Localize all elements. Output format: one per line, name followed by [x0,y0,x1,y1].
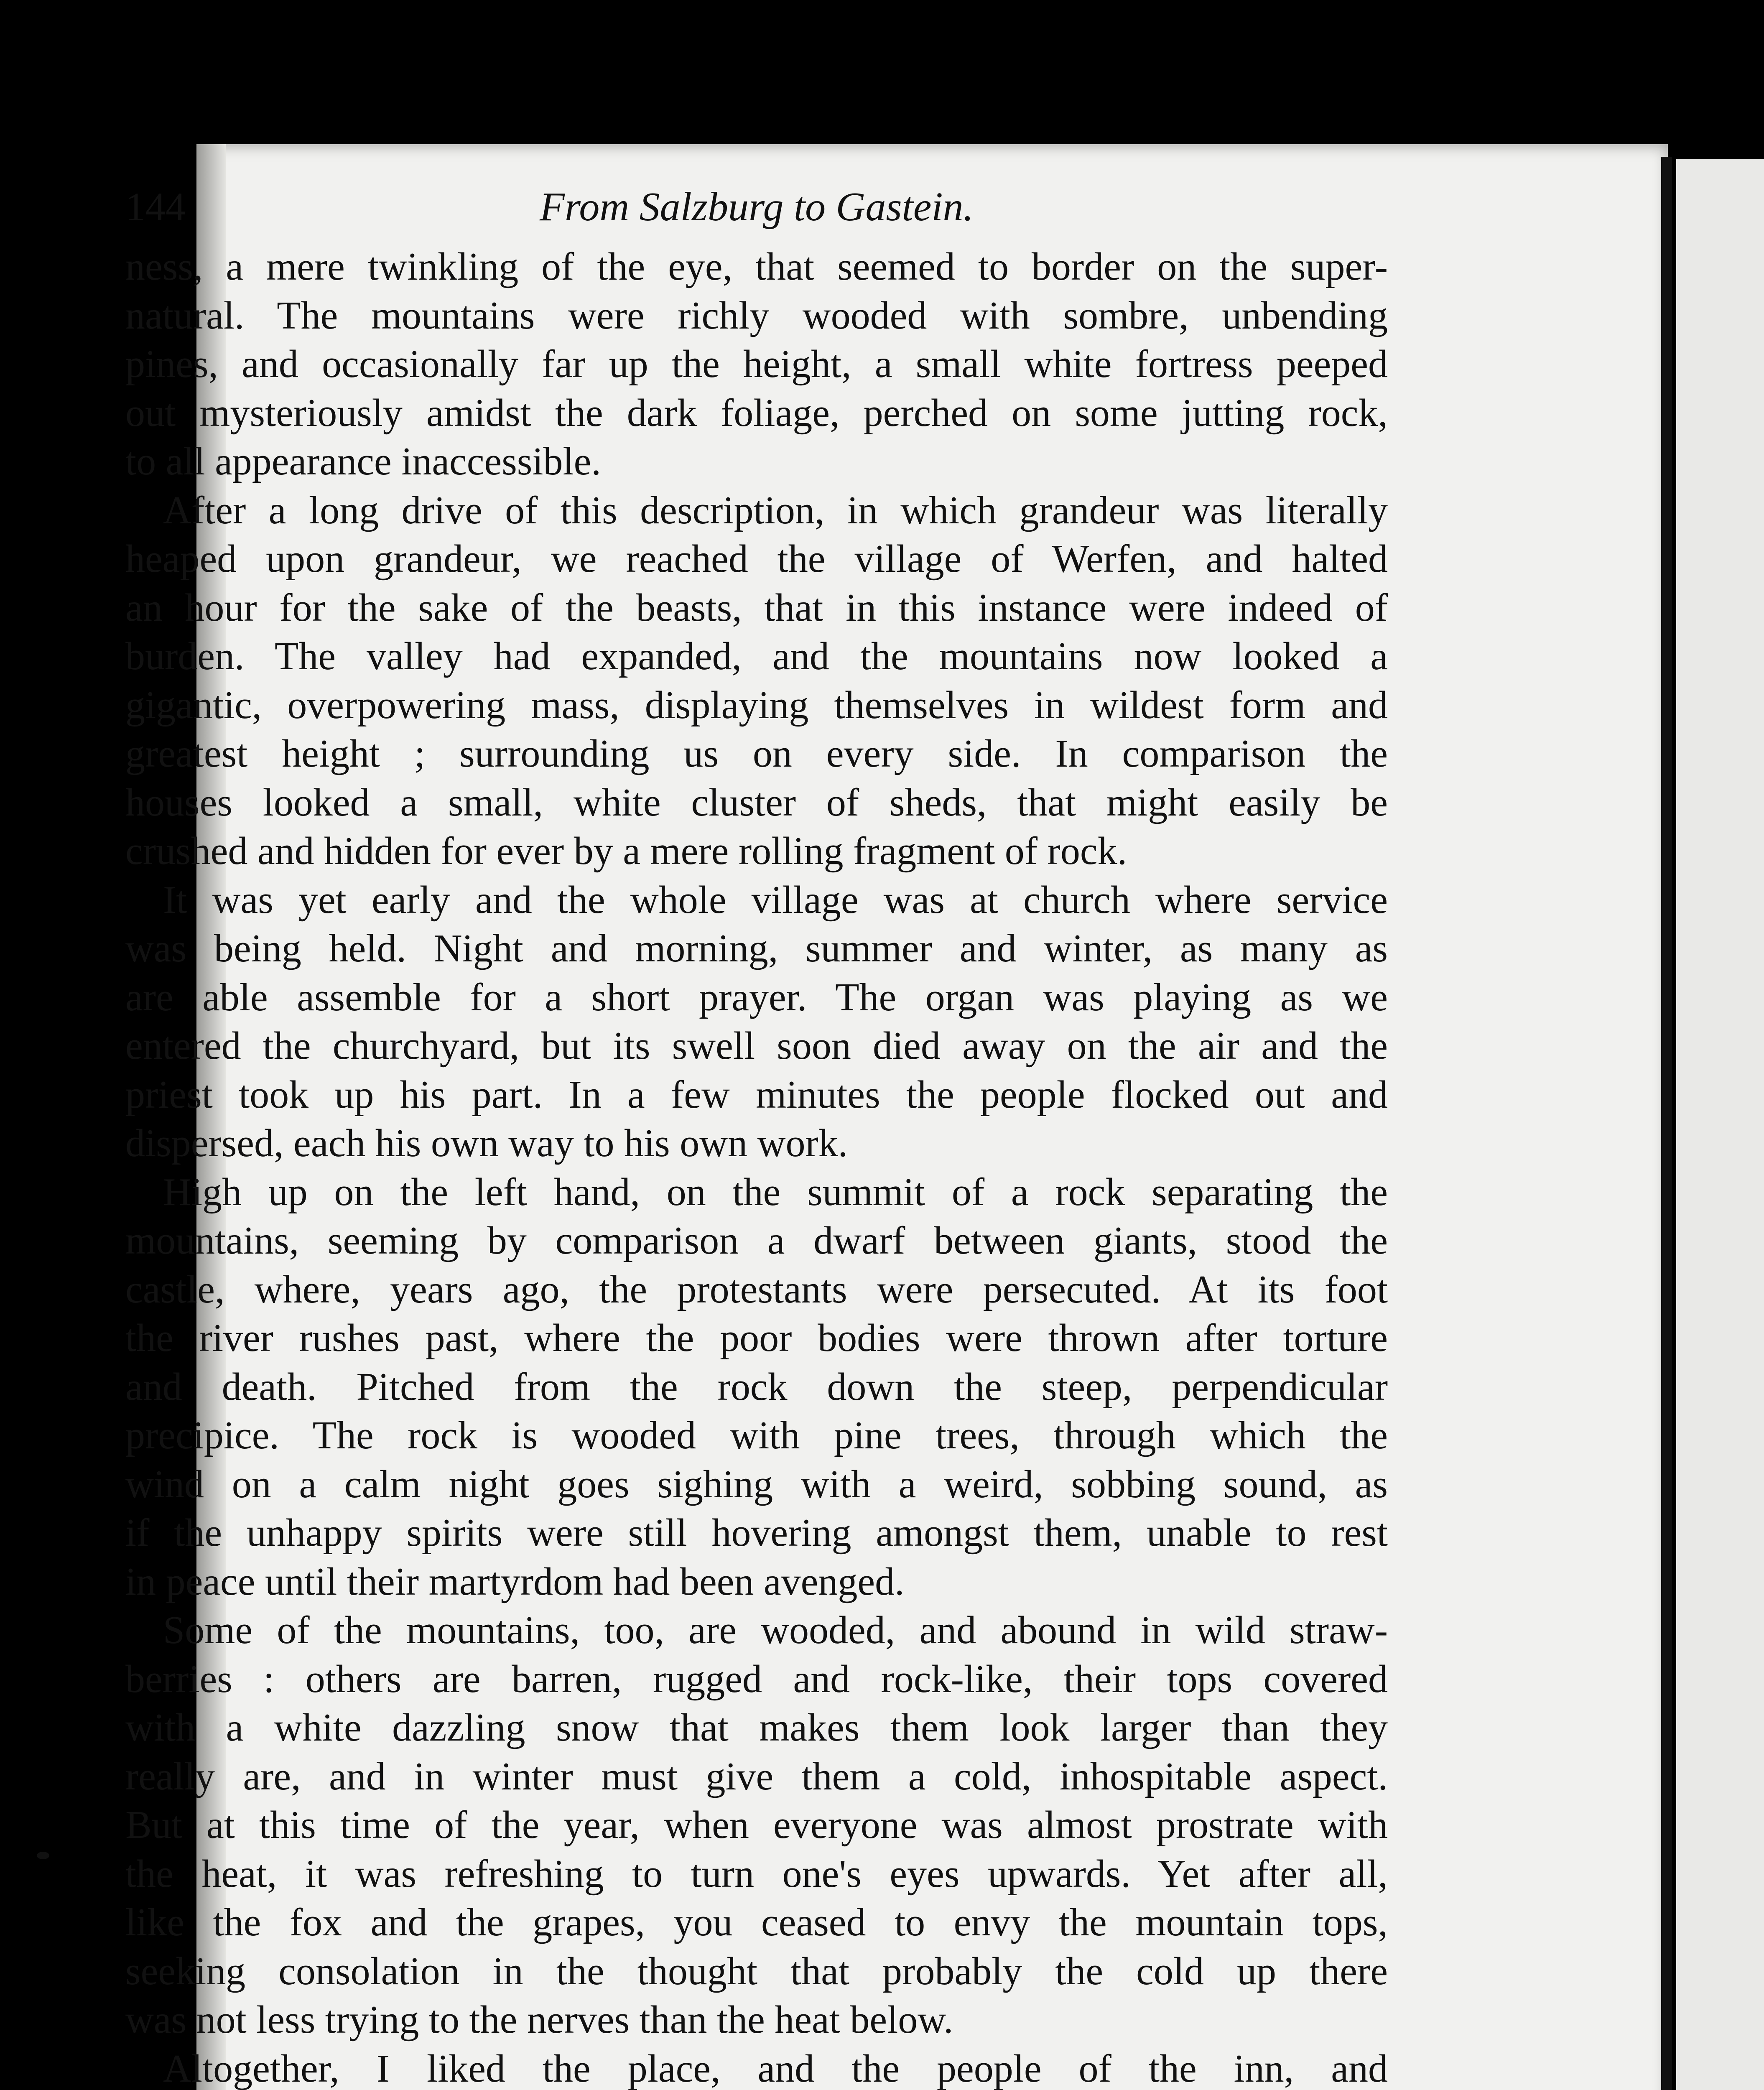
text-line: High up on the left hand, on the summit of a rock separating the [163,1170,1388,1214]
page-header [125,173,1388,240]
text-line: heaped upon grandeur, we reached the village of Werfen, and halted [125,537,1388,581]
text-line: dispersed, each his own way to his own work. [125,1121,848,1165]
text-line: out mysteriously amidst the dark foliage, perched on some jutting rock, [125,391,1388,435]
text-line: priest took up his part. In a few minutes the people flocked out and [125,1073,1388,1116]
text-line: houses looked a small, white cluster of sheds, that might easily be [125,780,1388,824]
text-line: are able assemble for a short prayer. The organ was playing as we [125,975,1388,1019]
text-line: was being held. Night and morning, summer and winter, as many as [125,927,1388,970]
text-line: with a white dazzling snow that makes them look larger than they [125,1706,1388,1749]
text-line: Some of the mountains, too, are wooded, and abound in wild straw- [163,1608,1388,1652]
text-line: in peace until their martyrdom had been avenged. [125,1560,905,1603]
text-line: It was yet early and the whole village was at church where service [163,878,1388,922]
text-line: seeking consolation in the thought that probably the cold up there [125,1949,1388,1993]
text-line: berries : others are barren, rugged and rock-like, their tops covered [125,1657,1388,1701]
text-line: After a long drive of this description, in which grandeur was literally [163,488,1388,532]
text-line: But at this time of the year, when everyone was almost prostrate with [125,1803,1388,1847]
text-line: crushed and hidden for ever by a mere rolling fragment of rock. [125,829,1127,873]
text-line: castle, where, years ago, the protestants were persecuted. At its foot [125,1267,1388,1311]
page-number: 144 [125,184,186,229]
text-line: really are, and in winter must give them a cold, inhospitable aspect. [125,1754,1388,1798]
text-line: Altogether, I liked the place, and the people of the inn, and [163,2047,1388,2090]
text-line: burden. The valley had expanded, and the mountains now looked a [125,635,1388,678]
text-line: if the unhappy spirits were still hovering amongst them, unable to rest [125,1511,1388,1555]
text-line: to all appearance inaccessible. [125,440,601,483]
text-line: greatest height ; surrounding us on every side. In comparison the [125,732,1388,775]
page-right-edge [1661,157,1672,2090]
body-text [125,242,1388,2090]
text-line: natural. The mountains were richly wooded with sombre, unbending [125,293,1388,337]
text-line: precipice. The rock is wooded with pine trees, through which the [125,1414,1388,1457]
text-line: an hour for the sake of the beasts, that in this instance were indeed of [125,586,1388,630]
text-line: wind on a calm night goes sighing with a weird, sobbing sound, as [125,1462,1388,1506]
text-line: the river rushes past, where the poor bodies were thrown after torture [125,1316,1388,1360]
scan-speck [37,1852,49,1859]
text-line: entered the churchyard, but its swell soon died away on the air and the [125,1024,1388,1068]
text-line: was not less trying to the nerves than the heat below. [125,1998,953,2042]
text-line: pines, and occasionally far up the height, a small white fortress peeped [125,342,1388,386]
text-line: like the fox and the grapes, you ceased to envy the mountain tops, [125,1901,1388,1944]
running-head: From Salzburg to Gastein. [539,184,974,229]
text-line: ness, a mere twinkling of the eye, that seemed to border on the super- [125,245,1388,288]
text-line: and death. Pitched from the rock down the steep, perpendicular [125,1365,1388,1409]
adjacent-page-edge [1676,159,1764,2090]
text-line: the heat, it was refreshing to turn one's eyes upwards. Yet after all, [125,1852,1388,1896]
text-line: gigantic, overpowering mass, displaying themselves in wildest form and [125,683,1388,727]
text-line: mountains, seeming by comparison a dwarf between giants, stood the [125,1219,1388,1262]
